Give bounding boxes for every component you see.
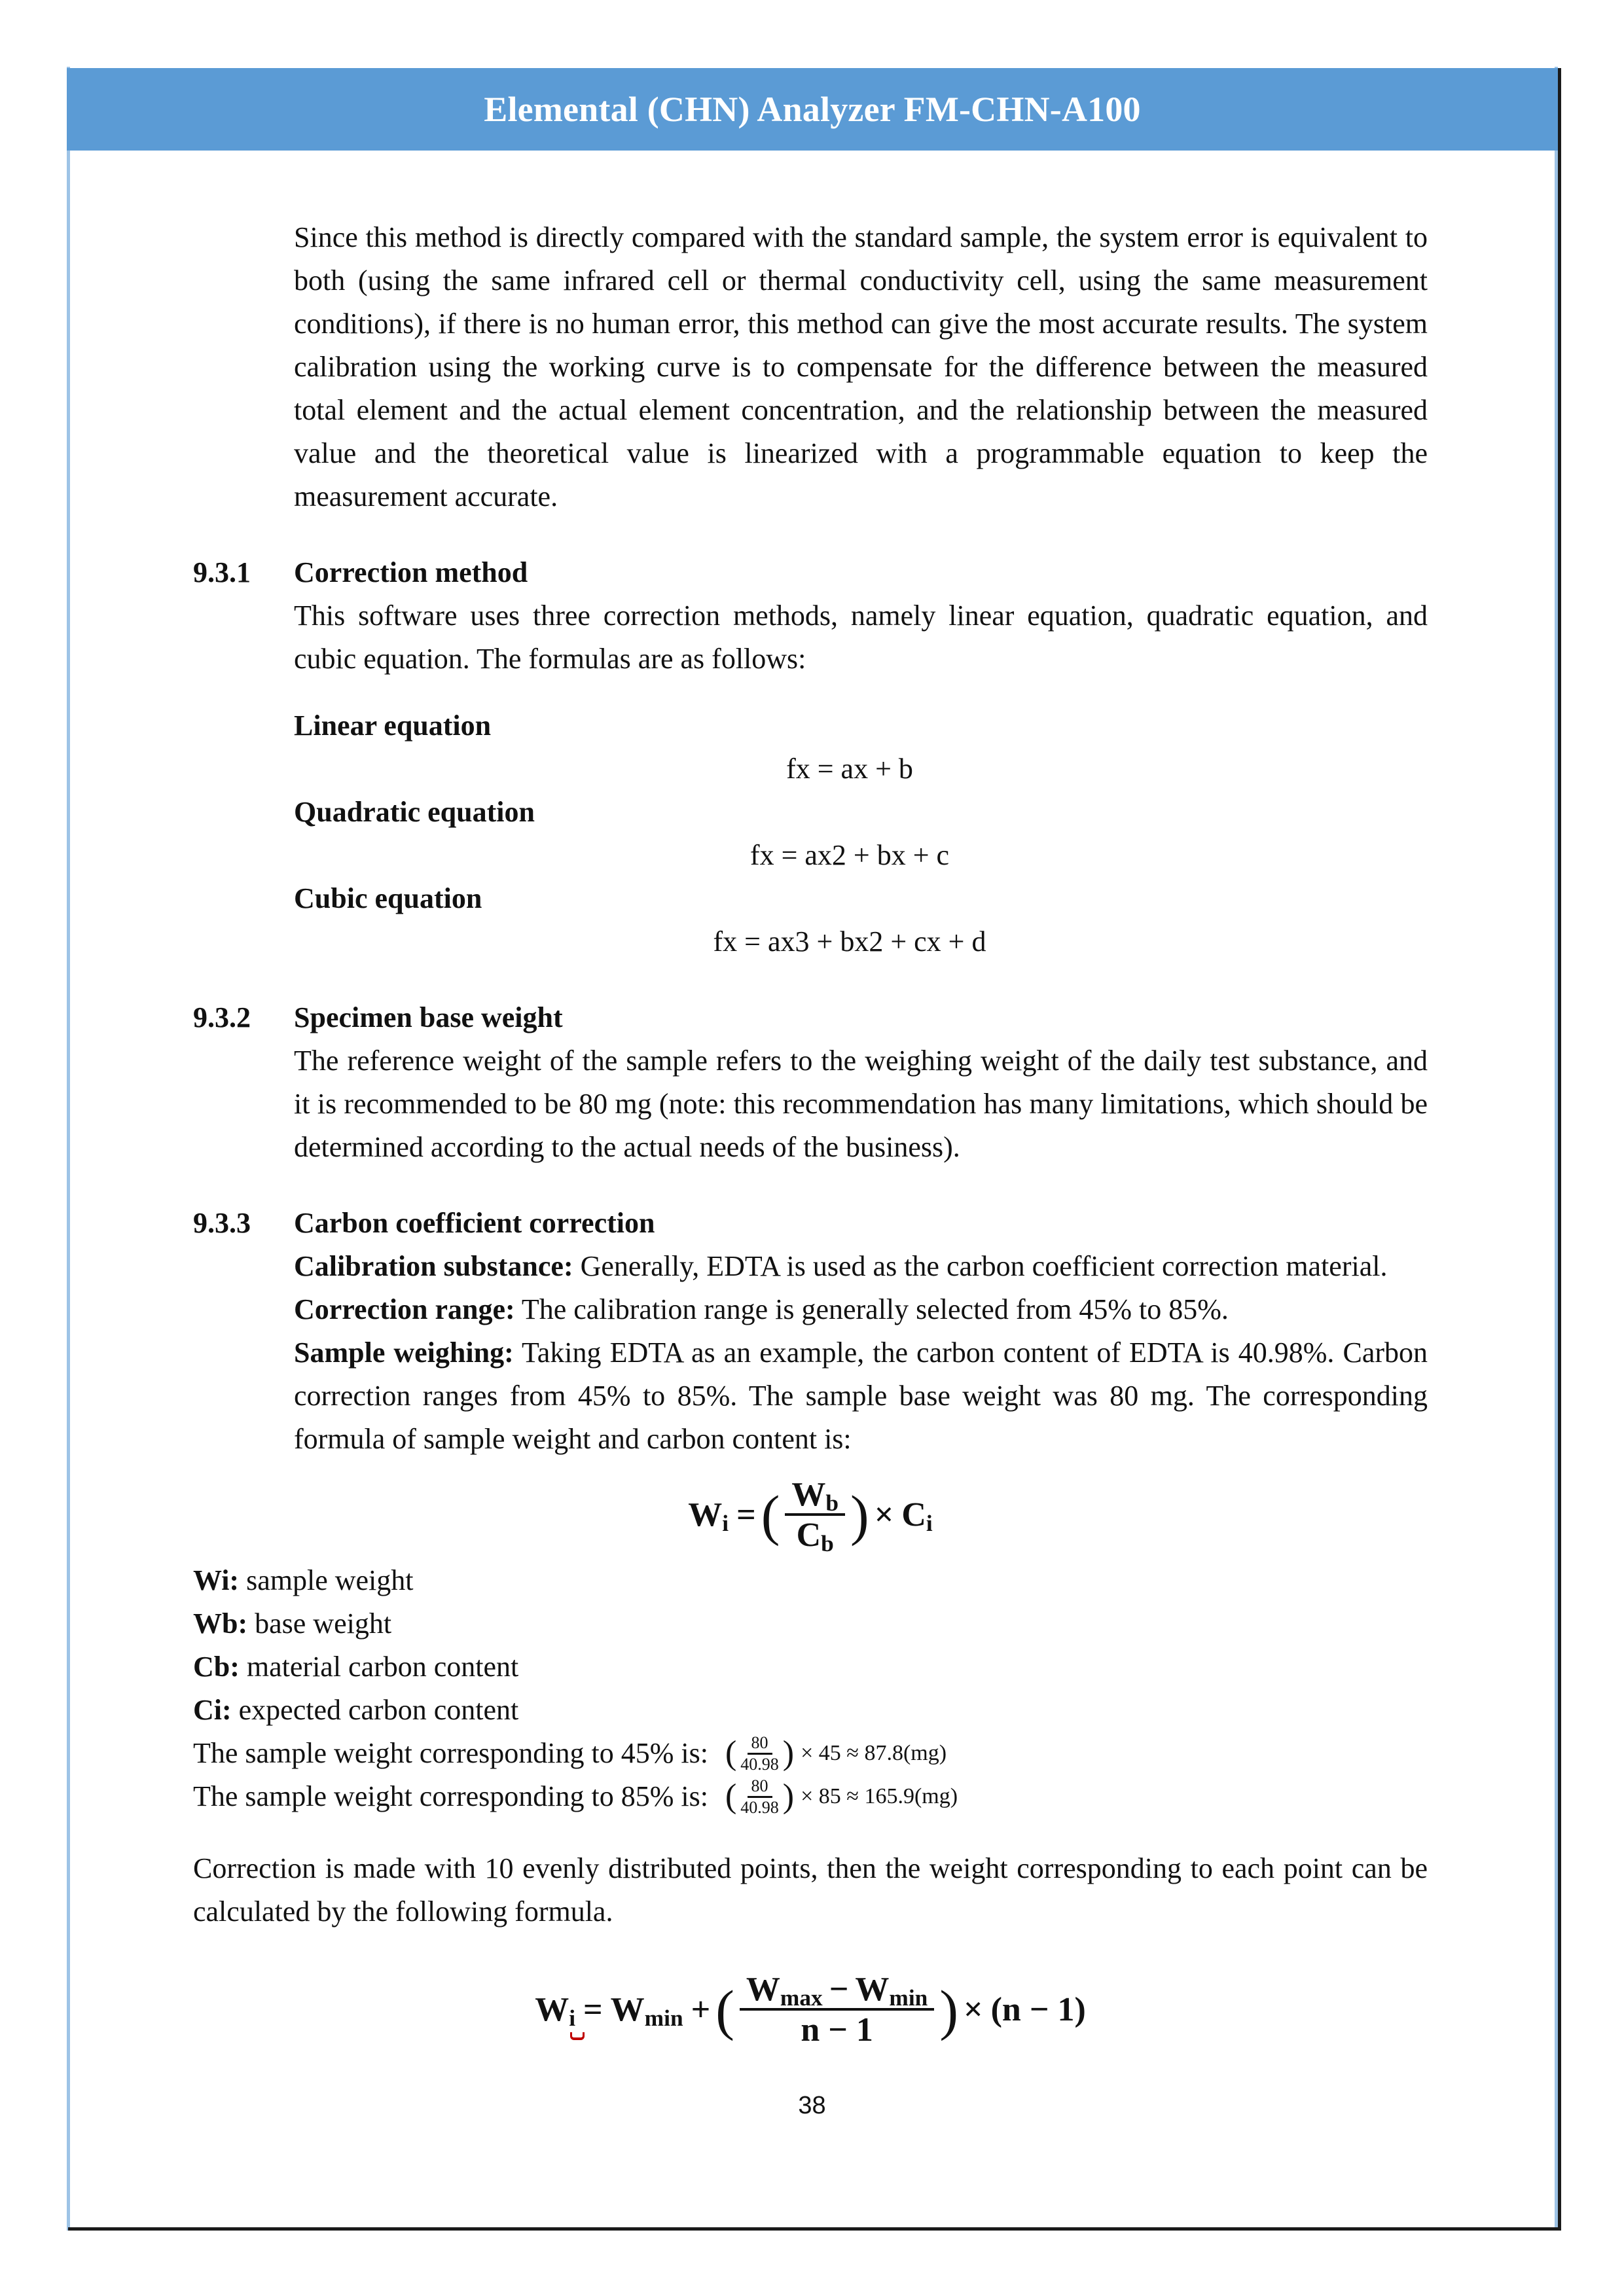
calculation-45-denominator: 40.98 (740, 1754, 779, 1774)
closing-paragraph: Correction is made with 10 evenly distributed points, then the weight corresponding to each point can be calculated by the following formula. (193, 1852, 1428, 1928)
calculation-45-fraction (736, 1734, 783, 1773)
sample-weighing-text: Taking EDTA as an example, the carbon content of EDTA is 40.98%. Carbon correction ranges from 45% to 85%. The sample base weight was 80 mg. The corresponding formula of sample weight and carbon content is: (294, 1336, 1428, 1455)
section-9-3-3-body (294, 1245, 1428, 1461)
definition-ci-value: expected carbon content (231, 1694, 519, 1726)
main-formula-open-paren: ( (761, 1483, 780, 1547)
calculation-85-tail: × 85 ≈ 165.9(mg) (801, 1784, 958, 1808)
calculation-45-open-paren: ( (725, 1734, 737, 1772)
header-banner (67, 68, 1558, 151)
main-formula-block (193, 1476, 1428, 1556)
calculation-85-close-paren: ) (782, 1777, 795, 1815)
definition-wb (193, 1602, 1428, 1645)
correction-range-text: The calibration range is generally selected from 45% to 85%. (514, 1293, 1229, 1325)
calculation-85 (193, 1775, 1428, 1818)
final-formula-plus: + (691, 1991, 711, 2028)
calculation-85-numerator: 80 (748, 1777, 772, 1797)
equation-expression-quadratic: fx = ax2 + bx + c (749, 839, 950, 871)
final-formula-term1: $W_{min}$ (610, 1991, 683, 2031)
section-9-3-1-heading (193, 551, 1428, 594)
main-formula-numerator: $W_b$ (785, 1478, 845, 1516)
equation-label-linear: Linear equation (294, 709, 492, 742)
section-9-3-3-number: 9.3.3 (193, 1207, 251, 1239)
calibration-substance-lead: Calibration substance: (294, 1250, 573, 1282)
section-9-3-2 (193, 996, 1428, 1169)
calibration-substance-text: Generally, EDTA is used as the carbon coefficient correction material. (573, 1250, 1388, 1282)
final-formula-times: × (963, 1991, 983, 2028)
main-formula-close-paren: ) (850, 1483, 869, 1547)
final-formula-equals: = (583, 1991, 603, 2028)
final-formula-numerator: $W_{max} - W_{min}$ (740, 1973, 934, 2011)
equation-expression-cubic: fx = ax3 + bx2 + cx + d (713, 925, 986, 958)
calculation-85-fraction (736, 1777, 783, 1816)
definition-list (193, 1559, 1428, 1732)
main-formula-rhs: $C_i$ (901, 1496, 933, 1536)
section-9-3-2-heading (193, 996, 1428, 1039)
calculation-45 (193, 1732, 1428, 1775)
section-9-3-1 (193, 551, 1428, 681)
calculation-85-denominator: 40.98 (740, 1797, 779, 1817)
calculation-45-tail: × 45 ≈ 87.8(mg) (801, 1741, 947, 1765)
page-title: Elemental (CHN) Analyzer FM-CHN-A100 (484, 90, 1141, 129)
final-formula-close-paren: ) (939, 1978, 958, 2041)
calculation-45-label: The sample weight corresponding to 45% is: (193, 1737, 708, 1769)
definition-cb-key: Cb: (193, 1651, 240, 1683)
definition-cb-value: material carbon content (239, 1651, 519, 1683)
section-9-3-2-text: The reference weight of the sample refers to the weighing weight of the daily test substance, and it is recommended to be 80 mg (note: this recommendation has many limitations, which should be determined according to the actual needs of the business). (294, 1045, 1428, 1163)
final-formula-lhs: $W_i$ (535, 1991, 576, 2031)
definition-wi-key: Wi: (193, 1564, 240, 1596)
correction-range-paragraph (294, 1288, 1428, 1331)
final-formula-denominator: n − 1 (801, 2011, 873, 2049)
main-formula-lhs: $W_i$ (688, 1496, 729, 1536)
section-9-3-1-body (294, 594, 1428, 681)
calculation-85-label: The sample weight corresponding to 85% is: (193, 1780, 708, 1812)
section-9-3-2-body (294, 1039, 1428, 1169)
definition-ci-key: Ci: (193, 1694, 232, 1726)
final-formula-open-paren: ( (715, 1978, 734, 2041)
equation-list (193, 704, 1428, 963)
page-frame-shadow-right (1558, 68, 1561, 2231)
main-formula-equals: = (736, 1496, 756, 1534)
calibration-substance-paragraph (294, 1245, 1428, 1288)
definition-cb (193, 1645, 1428, 1689)
calculation-45-numerator: 80 (748, 1734, 772, 1754)
final-formula-tail: (n − 1) (990, 1991, 1086, 2028)
sample-weighing-lead: Sample weighing: (294, 1336, 514, 1369)
final-formula (531, 1973, 1090, 2047)
main-formula-denominator: $C_b$ (796, 1516, 834, 1556)
final-formula-lhs-sub-spellcheck: i (569, 2004, 576, 2031)
final-formula-block (193, 1973, 1428, 2047)
equation-expression-linear: fx = ax + b (786, 753, 913, 785)
page-number: 38 (798, 2092, 826, 2119)
equation-label-cubic: Cubic equation (294, 882, 482, 914)
calculation-85-math (725, 1775, 958, 1818)
final-formula-fraction (736, 1973, 938, 2047)
section-9-3-2-title: Specimen base weight (294, 1001, 563, 1033)
calculation-list (193, 1732, 1428, 1818)
section-9-3-1-title: Correction method (294, 556, 528, 588)
section-9-3-3-heading (193, 1202, 1428, 1245)
correction-range-lead: Correction range: (294, 1293, 515, 1325)
section-9-3-3-title: Carbon coefficient correction (294, 1207, 655, 1239)
document-content (193, 216, 1428, 2054)
definition-wb-value: base weight (247, 1607, 392, 1640)
definition-wi-value: sample weight (239, 1564, 414, 1596)
intro-paragraph: Since this method is directly compared with the standard sample, the system error is equivalent to both (using the same infrared cell or thermal conductivity cell, using the same measurement conditions), if there is no human error, this method can give the most accurate results. The system calibration using the working curve is to compensate for the difference between the measured total element and the actual element concentration, and the relationship between the measured value and the theoretical value is linearized with a programmable equation to keep the measurement accurate. (294, 221, 1428, 512)
sample-weighing-paragraph (294, 1331, 1428, 1461)
definition-wb-key: Wb: (193, 1607, 248, 1640)
calculation-45-math (725, 1732, 947, 1775)
calculation-85-open-paren: ( (725, 1777, 737, 1815)
page-frame-shadow-bottom (68, 2227, 1561, 2231)
main-formula (684, 1476, 936, 1556)
main-formula-times: × (874, 1496, 894, 1534)
section-9-3-3 (193, 1202, 1428, 1461)
definition-ci (193, 1689, 1428, 1732)
section-9-3-1-number: 9.3.1 (193, 556, 251, 588)
definition-wi (193, 1559, 1428, 1602)
section-9-3-2-number: 9.3.2 (193, 1001, 251, 1033)
main-formula-fraction (781, 1476, 849, 1556)
calculation-45-close-paren: ) (782, 1734, 795, 1772)
equation-label-quadratic: Quadratic equation (294, 796, 535, 828)
section-9-3-1-text: This software uses three correction methods, namely linear equation, quadratic equation, and cubic equation. The formulas are as follows: (294, 600, 1428, 675)
